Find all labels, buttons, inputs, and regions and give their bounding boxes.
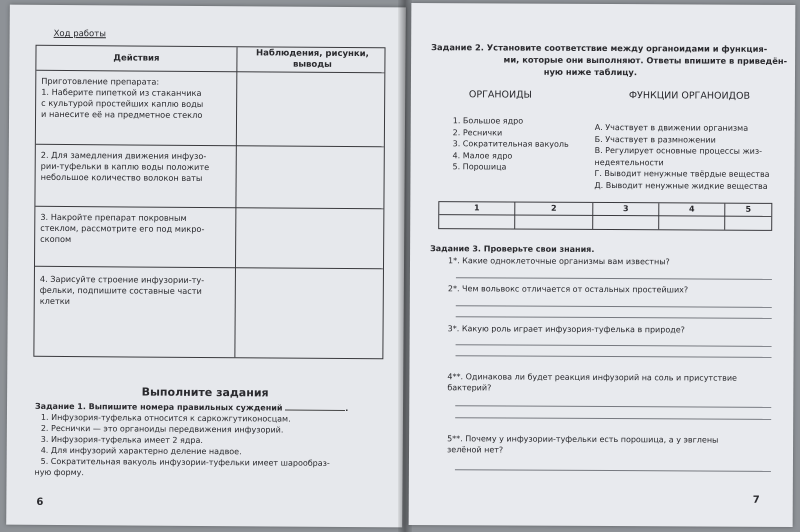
task2-line: ную ниже таблицу. xyxy=(543,66,638,78)
answer-line[interactable] xyxy=(455,405,771,408)
answer-line[interactable] xyxy=(456,305,772,308)
row4-line1: 4. Зарисуйте строение инфузории-ту- xyxy=(39,273,205,285)
task1-item: 4. Для инфузорий характерно деление надвое. xyxy=(40,445,242,457)
organoid-item: 1. Большое ядро xyxy=(452,116,524,126)
table-row-1 xyxy=(36,70,385,147)
task1-item: 3. Инфузория-туфелька имеет 2 ядра. xyxy=(40,434,203,445)
functions-title: ФУНКЦИИ ОРГАНОИДОВ xyxy=(628,90,751,102)
organoids-list xyxy=(452,115,568,173)
task1-item: 1. Инфузория-туфелька относится к саркожгутиконосцам. xyxy=(40,412,291,424)
header-actions: Действия xyxy=(113,53,160,64)
left-page xyxy=(6,5,406,528)
answer-line[interactable] xyxy=(455,417,771,420)
organoid-item: 4. Малое ядро xyxy=(452,150,513,161)
table-row-3 xyxy=(35,206,383,269)
organoid-item: 3. Сократительная вакуоль xyxy=(452,139,569,149)
table-row-4 xyxy=(34,266,383,358)
function-item: Б. Участвует в размножении xyxy=(594,134,716,145)
answer-table xyxy=(438,201,772,231)
question-1: 1*. Какие одноклеточные организмы вам известны? xyxy=(447,256,670,267)
answer-line[interactable] xyxy=(455,469,771,472)
question-3: 3*. Какую роль играет инфузория-туфелька в природе? xyxy=(447,324,685,335)
organoid-item: 2. Реснички xyxy=(452,127,503,137)
row1-line1: Приготовление препарата: xyxy=(41,75,160,87)
row4-line3: клетки xyxy=(39,295,71,307)
function-item: недеятельности xyxy=(594,157,664,167)
table-row-2 xyxy=(35,144,383,209)
question-5-line: 5**. Почему у инфузории-туфельки есть порошица, а у эвглены xyxy=(447,434,719,445)
answer-col-header: 2 xyxy=(515,203,593,229)
page-number-right: 7 xyxy=(752,494,760,506)
question-4 xyxy=(447,371,777,395)
row2-line3: небольшое количество волокон ваты xyxy=(40,171,203,183)
organoid-item: 5. Порошица xyxy=(452,162,507,172)
answer-line[interactable] xyxy=(456,316,772,319)
task1-item: 2. Реснички — это органоиды передвижения инфузорий. xyxy=(40,423,284,435)
question-4-line: 4**. Одинакова ли будет реакция инфузорий на соль и присутствие xyxy=(447,372,738,383)
work-table xyxy=(33,45,385,359)
task1-title: Задание 1. Выпишите номера правильных суждений . xyxy=(34,401,349,413)
row3-line2: стеклом, рассмотрите его под микро- xyxy=(40,222,205,234)
task1-block xyxy=(35,401,396,481)
row3-line3: скопом xyxy=(40,233,72,245)
row1-line3: с культурой простейших каплю воды xyxy=(41,97,204,109)
function-item: Д. Выводит ненужные жидкие вещества xyxy=(594,180,768,191)
task2-line: ми, которые они выполняют. Ответы впишите в приведён- xyxy=(503,54,788,66)
task1-item: ную форму. xyxy=(34,467,84,478)
right-page xyxy=(409,3,796,527)
exercises-heading: Выполните задания xyxy=(141,385,269,400)
question-2: 2*. Чем вольвокс отличается от остальных простейших? xyxy=(447,284,689,295)
function-item: А. Участвует в движении организма xyxy=(594,122,749,133)
row2-line1: 2. Для замедления движения инфузо- xyxy=(40,149,207,161)
task2-line: Задание 2. Установите соответствие между органоидами и функция- xyxy=(431,42,768,54)
function-item: Г. Выводит ненужные твёрдые вещества xyxy=(594,168,770,179)
answer-line[interactable] xyxy=(456,277,772,280)
section-label: Ход работы xyxy=(53,28,106,40)
row4-line2: фельки, подпишите составные части xyxy=(39,284,202,296)
question-4-line: бактерий? xyxy=(447,383,492,393)
row1-line4: и нанесите её на предметное стекло xyxy=(41,108,203,120)
page-number-left: 6 xyxy=(36,496,44,508)
question-5 xyxy=(447,433,777,457)
header-observations: Наблюдения, рисунки, выводы xyxy=(256,48,369,70)
answer-col-header: 4 xyxy=(659,203,725,229)
row1-line2: 1. Наберите пипеткой из стаканчика xyxy=(41,86,202,98)
question-5-line: зелёной нет? xyxy=(447,445,504,455)
answer-line[interactable] xyxy=(456,344,772,347)
functions-list xyxy=(594,122,769,192)
row2-line2: рии-туфельки в каплю воды положите xyxy=(40,160,210,173)
task3-title: Задание 3. Проверьте свои знания. xyxy=(430,244,595,254)
answer-col-header: 5 xyxy=(745,204,752,214)
task2-title xyxy=(431,41,787,79)
task1-item: 5. Сократительная вакуоль инфузории-туфельки имеет шарообраз- xyxy=(40,456,330,468)
table-header xyxy=(36,46,384,73)
answer-col-header: 1 xyxy=(439,202,515,228)
function-item: В. Регулирует основные процессы жиз- xyxy=(594,145,763,156)
row3-line1: 3. Накройте препарат покровным xyxy=(40,211,187,223)
organoids-title: ОРГАНОИДЫ xyxy=(468,89,532,101)
answer-col-header: 3 xyxy=(593,203,659,229)
answer-line[interactable] xyxy=(456,355,772,358)
